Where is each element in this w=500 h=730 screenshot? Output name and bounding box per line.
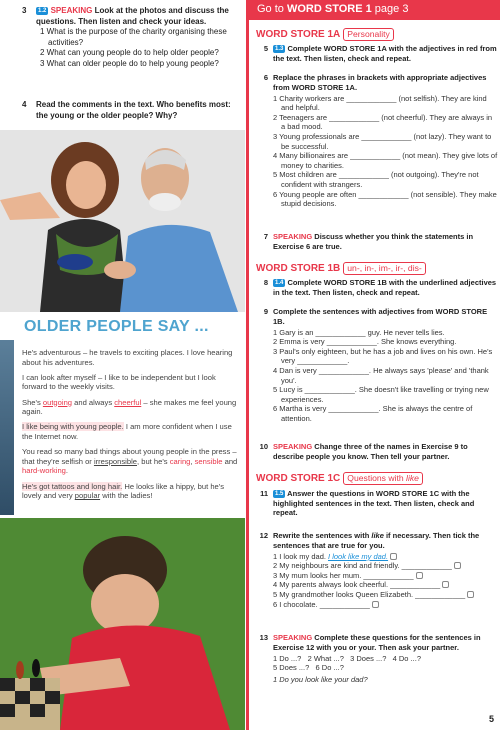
exercise-item: 6 Young people are often ____________ (not sensible). They make stupid decisions. [273, 189, 497, 209]
tick-box[interactable] [416, 572, 423, 579]
exercise-10: 10 SPEAKING Change three of the names in Exercise 9 to describe people you know. Then tell your partner. [259, 442, 468, 461]
audio-track-badge[interactable]: 1.2 [38, 8, 47, 14]
exercise-item: 1 Do ...? 2 What ...? 3 Does ...? 4 Do ...? [273, 653, 421, 663]
exercise-item: 4 My parents always look cheerful. ____________ [273, 580, 498, 590]
exercise-11: 11 1.5 Answer the questions in WORD STORE 1C with the highlighted sentences in the text. Then listen, check and repeat. [260, 489, 475, 518]
word-store-1a-heading: WORD STORE 1A Personality [256, 28, 394, 41]
topic-tag: Questions with like [343, 472, 423, 485]
topic-tag: un-, in-, im-, ir-, dis- [343, 262, 425, 275]
quote: She's outgoing and always cheerful – she makes me feel young again. [22, 397, 237, 417]
exercise-7: 7 SPEAKING Discuss whether you think the statements in Exercise 6 are true. [263, 232, 474, 251]
left-column [0, 0, 245, 730]
right-column [246, 0, 500, 730]
section-title: OLDER PEOPLE SAY ... [24, 318, 209, 335]
example-answer: 1 Do you look like your dad? [273, 674, 368, 684]
question-item: 2 What can young people do to help older people? [40, 48, 219, 57]
exercise-item: 1 I look my dad. I look like my dad. [273, 552, 498, 562]
word-store-banner[interactable]: Go to WORD STORE 1 page 3 [249, 0, 500, 20]
older-people-quotes [22, 348, 242, 506]
exercise-item: 2 Teenagers are ____________ (not cheerful). They are always in a bad mood. [273, 112, 493, 132]
audio-track-badge[interactable]: 1.5 [275, 491, 284, 497]
exercise-3 [22, 6, 244, 69]
exercise-instruction: Look at the photos and discuss the questions. Then listen and check your ideas. [36, 6, 229, 26]
exercise-item: 5 Does ...? 6 Do ...? [273, 663, 344, 673]
quote: He's got tattoos and long hair. He looks like a hippy, but he's lovely and very popular with the ladies! [22, 481, 225, 501]
exercise-item: 5 Most children are ____________ (not outgoing). They're not confident with strangers. [273, 170, 479, 190]
exercise-number: 3 [22, 6, 27, 15]
page-number: 5 [488, 714, 494, 724]
tick-box[interactable] [390, 553, 397, 560]
tick-box[interactable] [442, 581, 449, 588]
tick-box[interactable] [372, 601, 379, 608]
audio-track-badge[interactable]: 1.3 [275, 46, 284, 52]
photo-teen-playing-chess [0, 518, 245, 730]
exercise-9: 9 Complete the sentences with adjectives from WORD STORE 1B. 1 Gary is an ____________ guy. He never tells lies. 2 Emma is very ____________. She knows everything. 3 Paul's only eighteen, but he has a job and lives on his own. He's very ____________. 4 Dan is very ____________. He always says 'please' and 'thank you'. 5 Lucy is ____________. She doesn't like travelling or trying new experiences. 6 Martha is very ____________. She is always the centre of attention. [254, 307, 498, 424]
quote: I can look after myself – I like to be independent but I look forward to the weekly visits. [22, 372, 216, 392]
tick-box[interactable] [467, 591, 474, 598]
exercise-item: 6 Martha is very ____________. She is always the centre of attention. [273, 404, 473, 424]
exercise-5: 5 1.3 Complete WORD STORE 1A with the adjectives in red from the text. Then listen, check and repeat. [263, 44, 497, 63]
exercise-item: 4 Many billionaires are ____________ (not mean). They give lots of money to charities. [273, 151, 498, 170]
exercise-item: 1 Gary is an ____________ guy. He never tells lies. [273, 327, 445, 337]
exercise-item: 5 My grandmother looks Queen Elizabeth. ____________ [273, 590, 498, 600]
exercise-item: 1 Charity workers are ____________ (not selfish). They are kind and helpful. [273, 93, 487, 113]
exercise-item: 2 My neighbours are kind and friendly. ____________ [273, 561, 498, 571]
question-item: 1 What is the purpose of the charity organising these activities? [40, 27, 227, 47]
exercise-number: 4 [22, 100, 27, 109]
exercise-8: 8 1.4 Complete WORD STORE 1B with the underlined adjectives in the text. Then listen, check and repeat. [263, 278, 497, 297]
exercise-instruction: Read the comments in the text. Who benefits most: the young or the older people? Why? [36, 100, 231, 120]
word-store-1b-heading: WORD STORE 1B un-, in-, im-, ir-, dis- [256, 262, 426, 275]
tick-box[interactable] [454, 562, 461, 569]
exercise-6: 6 Replace the phrases in brackets with appropriate adjectives from WORD STORE 1A. 1 Charity workers are ____________ (not selfish). They are kind and helpful. 2 Teenagers are ____________ (not cheerful). They are always in a bad mood. 3 Young professionals are ____________ (not lazy). They want to be successful. 4 Many billionaires are ____________ (not mean). They give lots of money to charities. 5 Most children are ____________ (not outgoing). They're not confident with strangers. 6 Young people are often ____________ (not sensible). They make stupid decisions. [263, 73, 498, 209]
exercise-12: 12 Rewrite the sentences with like if necessary. Then tick the sentences that are true for you. 1 I look my dad. I look like my dad. 2 My neighbours are kind and friendly. ____________ 3 My mum looks her mum. ____________ 4 My parents always look cheerful. ____________ 5 My grandmother looks Queen Elizabeth. ____________ 6 I chocolate. ____________ [254, 531, 498, 609]
photo-young-and-old-playing [0, 130, 245, 312]
exercise-item: 4 Dan is very ____________. He always says 'please' and 'thank you'. [273, 366, 489, 385]
word-store-1c-heading: WORD STORE 1C Questions with like [256, 472, 423, 485]
audio-track-badge[interactable]: 1.4 [275, 280, 284, 286]
exercise-item: 6 I chocolate. ____________ [273, 600, 498, 610]
topic-tag: Personality [343, 28, 394, 41]
side-photo-strip [0, 340, 14, 515]
exercise-item: 3 Paul's only eighteen, but he has a job and lives on his own. He's very ____________. [273, 346, 493, 366]
exercise-item: 5 Lucy is ____________. She doesn't like travelling or trying new experiences. [273, 385, 489, 404]
quote: He's adventurous – he travels to exciting places. I love hearing about his adventures. [22, 348, 233, 367]
exercise-item: 3 Young professionals are ____________ (not lazy). They want to be successful. [273, 132, 492, 151]
question-item: 3 What can older people do to help young people? [40, 58, 219, 68]
quote: You read so many bad things about young people in the press – that they're selfish or irresponsible, but he's caring, sensible and hard-working. [22, 447, 238, 476]
speaking-label: SPEAKING [50, 6, 93, 15]
exercise-item: 2 Emma is very ____________. She knows everything. [273, 337, 457, 347]
exercise-item: 3 My mum looks her mum. ____________ [273, 571, 498, 581]
quote: I like being with young people. I am more confident when I use the Internet now. [22, 422, 232, 441]
exercise-13: 13 SPEAKING Complete these questions for the sentences in Exercise 12 with you or your. Then ask your partner. 1 Do ...? 2 What ...? 3 Does ...? 4 Do ...? 5 Does ...? 6 Do ...? 1 Do you look like your dad? [254, 633, 498, 684]
exercise-4 [22, 100, 244, 121]
